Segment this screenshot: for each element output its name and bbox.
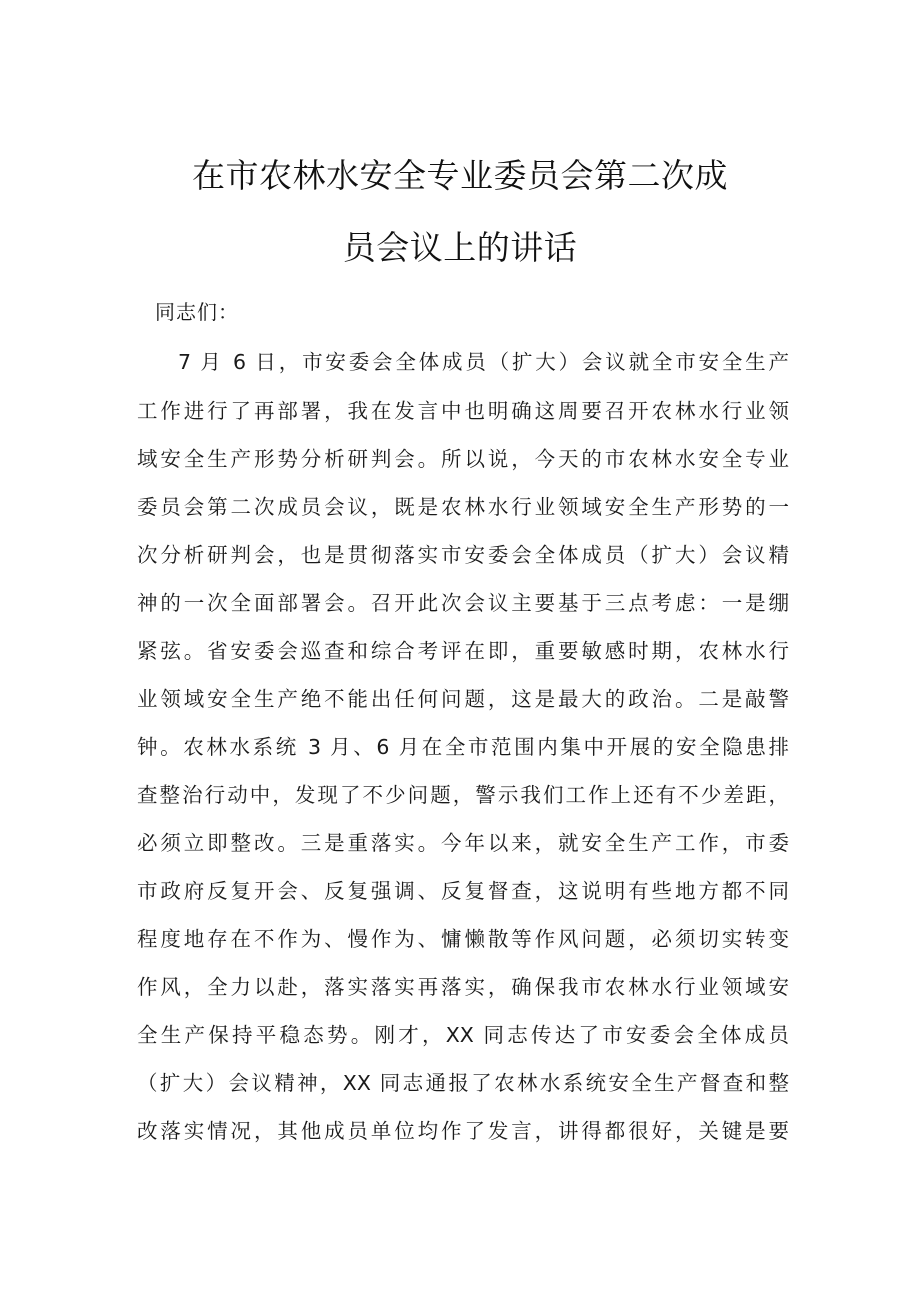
- document-title-line-2: 员会议上的讲话: [342, 228, 578, 267]
- paragraph-line: 7 月 6 日，市安委会全体成员（扩大）会议就全市安全生产: [178, 350, 789, 374]
- paragraph-line: 改落实情况，其他成员单位均作了发言，讲得都很好，关键是要: [137, 1119, 789, 1143]
- document-title-line-1: 在市农林水安全专业委员会第二次成: [192, 156, 728, 195]
- paragraph-line: 域安全生产形势分析研判会。所以说，今天的市农林水安全专业: [137, 447, 789, 471]
- paragraph-line: 神的一次全面部署会。召开此次会议主要基于三点考虑：一是绷: [137, 591, 789, 615]
- paragraph-line: 全生产保持平稳态势。刚才，XX 同志传达了市安委会全体成员: [137, 1023, 789, 1047]
- paragraph-line: 工作进行了再部署，我在发言中也明确这周要召开农林水行业领: [137, 399, 789, 423]
- paragraph-line: 业领域安全生产绝不能出任何问题，这是最大的政治。二是敲警: [137, 687, 789, 711]
- paragraph-line: 程度地存在不作为、慢作为、慵懒散等作风问题，必须切实转变: [137, 927, 789, 951]
- paragraph-line: （扩大）会议精神，XX 同志通报了农林水系统安全生产督查和整: [137, 1071, 789, 1095]
- paragraph-line: 紧弦。省安委会巡查和综合考评在即，重要敏感时期，农林水行: [137, 639, 789, 663]
- paragraph-line: 作风，全力以赴，落实落实再落实，确保我市农林水行业领域安: [137, 975, 789, 999]
- salutation: 同志们：: [155, 300, 239, 324]
- paragraph-line: 必须立即整改。三是重落实。今年以来，就安全生产工作，市委: [137, 831, 789, 855]
- paragraph-line: 委员会第二次成员会议，既是农林水行业领域安全生产形势的一: [137, 495, 789, 519]
- paragraph-line: 查整治行动中，发现了不少问题，警示我们工作上还有不少差距，: [137, 783, 789, 807]
- paragraph-line: 次分析研判会，也是贯彻落实市安委会全体成员（扩大）会议精: [137, 543, 789, 567]
- paragraph-line: 市政府反复开会、反复强调、反复督查，这说明有些地方都不同: [137, 879, 789, 903]
- paragraph-line: 钟。农林水系统 3 月、6 月在全市范围内集中开展的安全隐患排: [137, 735, 789, 759]
